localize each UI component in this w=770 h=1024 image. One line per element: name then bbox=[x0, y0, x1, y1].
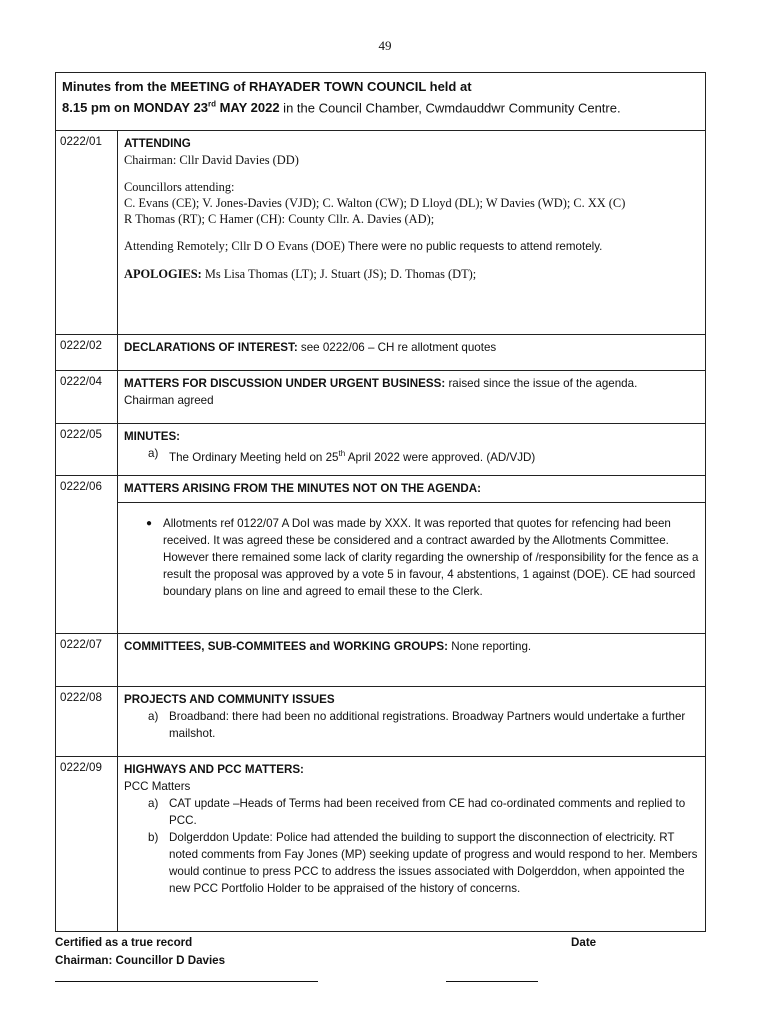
item-heading: ATTENDING bbox=[124, 137, 191, 150]
date-signature-line bbox=[446, 981, 538, 982]
item-ref: 0222/04 bbox=[56, 371, 118, 423]
header-line-1: Minutes from the MEETING of RHAYADER TOWN COUNCIL held at bbox=[62, 79, 472, 94]
declarations-line: DECLARATIONS OF INTEREST: see 0222/06 – CH re allotment quotes bbox=[124, 341, 497, 354]
list-item: ● Allotments ref 0122/07 A DoI was made by XXX. It was reported that quotes for refencing had been received. It was agreed these be considered and a contract awarded by the Allotments Committee. However there remained some lack of clarity regarding the ownership of /responsibility for the fence as a result the proposal was approved by a vote 5 in favour, 4 abstentions, 1 against (DOE). CE had sourced boundary plans on line and agreed to email these to the Clerk. bbox=[118, 515, 705, 600]
item-matters-arising bbox=[56, 476, 705, 634]
item-projects bbox=[56, 687, 705, 757]
item-ref: 0222/05 bbox=[56, 424, 118, 475]
item-ref: 0222/02 bbox=[56, 335, 118, 370]
urgent-line-2: Chairman agreed bbox=[124, 394, 214, 407]
item-heading: HIGHWAYS AND PCC MATTERS: bbox=[124, 763, 304, 776]
item-minutes bbox=[56, 424, 705, 476]
item-urgent-business bbox=[56, 371, 705, 424]
page-number: 49 bbox=[378, 38, 392, 53]
item-heading: MATTERS ARISING FROM THE MINUTES NOT ON THE AGENDA: bbox=[118, 476, 705, 503]
sub-heading: PCC Matters bbox=[124, 780, 191, 793]
item-heading: PROJECTS AND COMMUNITY ISSUES bbox=[124, 693, 335, 706]
item-ref: 0222/07 bbox=[56, 634, 118, 686]
list-item: a) Broadband: there had been no additional registrations. Broadway Partners would undertake a further mailshot. bbox=[148, 710, 686, 740]
chairman-signature-line bbox=[55, 981, 318, 982]
item-declarations bbox=[56, 335, 705, 371]
certified-label: Certified as a true record bbox=[55, 936, 193, 949]
bullet-icon: ● bbox=[146, 518, 153, 529]
item-committees bbox=[56, 634, 705, 687]
certification-footer bbox=[55, 934, 706, 970]
minutes-header bbox=[56, 73, 705, 131]
chairman-label: Chairman: Councillor D Davies bbox=[55, 954, 226, 967]
list-item: b) Dolgerddon Update: Police had attended the building to support the disconnection of electricity. RT noted comments from Fay Jones (MP) seeking update of progress and would respond to her. Members would continue to press PCC to address the issues associated with Dolgerddon, when appointed the new PCC Portfolio Holder to be appraised of the history of concerns. bbox=[148, 831, 698, 895]
committees-line: COMMITTEES, SUB-COMMITEES and WORKING GROUPS: None reporting. bbox=[124, 640, 532, 653]
urgent-line: MATTERS FOR DISCUSSION UNDER URGENT BUSINESS: raised since the issue of the agenda. bbox=[124, 377, 638, 390]
item-ref: 0222/01 bbox=[56, 131, 118, 334]
list-item: a) The Ordinary Meeting held on 25th April 2022 were approved. (AD/VJD) bbox=[148, 447, 536, 464]
minutes-table bbox=[55, 72, 706, 932]
item-ref: 0222/06 bbox=[56, 476, 118, 633]
councillors-line-1: C. Evans (CE); V. Jones-Davies (VJD); C. Walton (CW); D Lloyd (DL); W Davies (WD); C. XX (C) bbox=[124, 196, 626, 210]
apologies-line: APOLOGIES: Ms Lisa Thomas (LT); J. Stuart (JS); D. Thomas (DT); bbox=[124, 267, 477, 281]
remote-line: Attending Remotely; Cllr D O Evans (DOE) There were no public requests to attend remotely. bbox=[124, 239, 603, 253]
header-line-2: 8.15 pm on MONDAY 23rd MAY 2022 in the Council Chamber, Cwmdauddwr Community Centre. bbox=[62, 100, 621, 116]
list-item: a) CAT update –Heads of Terms had been received from CE had co-ordinated comments and replied to PCC. bbox=[148, 797, 686, 827]
item-attending bbox=[56, 131, 705, 335]
item-highways bbox=[56, 757, 705, 931]
item-ref: 0222/08 bbox=[56, 687, 118, 756]
item-ref: 0222/09 bbox=[56, 757, 118, 931]
chairman-line: Chairman: Cllr David Davies (DD) bbox=[124, 153, 299, 167]
councillors-line-2: R Thomas (RT); C Hamer (CH): County Cllr. A. Davies (AD); bbox=[124, 212, 435, 226]
date-label: Date bbox=[571, 936, 597, 949]
councillors-label: Councillors attending: bbox=[124, 180, 235, 194]
item-heading: MINUTES: bbox=[124, 430, 181, 443]
